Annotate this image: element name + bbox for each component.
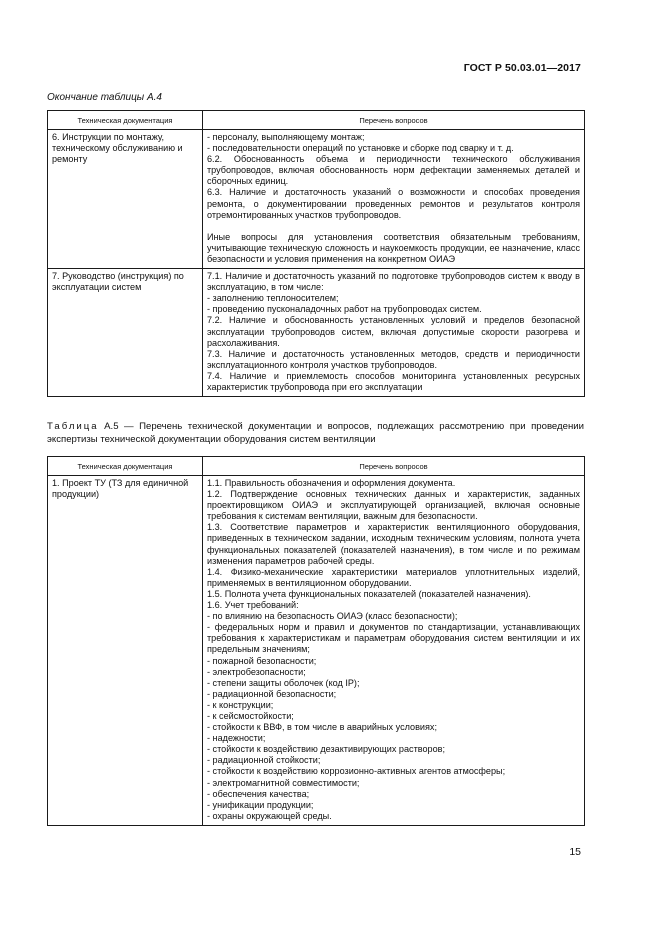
question-line: - степени защиты оболочек (код IP);	[207, 677, 360, 688]
question-line: 7.3. Наличие и достаточность установленных методов, средств и периодичности эксплуатационного контроля участков трубопроводов.	[207, 348, 580, 370]
table-row	[48, 476, 585, 826]
table-a5	[47, 456, 585, 826]
question-line: - персоналу, выполняющему монтаж;	[207, 132, 365, 142]
question-line: - унификации продукции;	[207, 799, 314, 810]
table-row	[48, 130, 585, 269]
doc-cell: 1. Проект ТУ (ТЗ для единичной продукции)	[48, 476, 203, 826]
doc-cell: 7. Руководство (инструкция) по эксплуатации систем	[48, 269, 203, 397]
question-line: 6.3. Наличие и достаточность указаний о возможности и способах проведения ремонта, о документировании проведенных ремонтов и результатов контроля отремонтированных участков трубопроводов.	[207, 187, 580, 220]
question-line: 1.2. Подтверждение основных технических данных и характеристик, заданных проектировщиком ОИАЭ и эксплуатирующей организацией, включая основные требования к системам вентиляции, важным для безопасности.	[207, 489, 580, 522]
question-line: - заполнению теплоносителем;	[207, 293, 339, 304]
question-line: - по влиянию на безопасность ОИАЭ (класс безопасности);	[207, 611, 458, 622]
table-a5-caption-text: А.5 — Перечень технической документации и вопросов, подлежащих рассмотрению при проведении экспертизы технической документации оборудования систем вентиляции	[47, 421, 585, 445]
question-line: - обеспечения качества;	[207, 788, 310, 799]
table-header-row	[48, 457, 585, 476]
table-a4-continuation-caption: Окончание таблицы А.4	[47, 92, 162, 103]
question-line: Иные вопросы для установления соответствия обязательным требованиям, учитывающие техническую сложность и наукоемкость продукции, ее назначение, класс безопасности и условия применения на конкретном ОИАЭ	[207, 231, 580, 264]
table-row	[48, 269, 585, 397]
question-line: - электробезопасности;	[207, 666, 306, 677]
question-line: 1.3. Соответствие параметров и характеристик вентиляционного оборудования, приведенных в техническом задании, исходным техническим условиям, полнота учета функциональных показателей (показателей назначения), в том числе и по режимам изменения параметров рабочей среды.	[207, 522, 580, 566]
question-line: - надежности;	[207, 733, 266, 744]
column-header-documentation: Техническая документация	[48, 457, 203, 476]
standard-code: ГОСТ Р 50.03.01—2017	[463, 62, 581, 74]
table-a5-caption	[47, 421, 584, 446]
question-line: - электромагнитной совместимости;	[207, 777, 360, 788]
question-line: - стойкости к воздействию коррозионно-активных агентов атмосферы;	[207, 766, 506, 777]
page-number: 15	[569, 846, 581, 858]
question-line: 7.1. Наличие и достаточность указаний по подготовке трубопроводов систем к вводу в эксплуатацию, в том числе:	[207, 271, 580, 293]
questions-cell	[203, 476, 585, 826]
question-line: 6.2. Обоснованность объема и периодичности технического обслуживания трубопроводов, включая обоснованность норм дефектации заменяемых деталей и сборочных единиц.	[207, 154, 580, 187]
column-header-questions: Перечень вопросов	[203, 111, 585, 130]
question-line: - стойкости к ВВФ, в том числе в аварийных условиях;	[207, 722, 437, 733]
questions-cell	[203, 269, 585, 397]
doc-cell: 6. Инструкции по монтажу, техническому обслуживанию и ремонту	[48, 130, 203, 269]
question-line: - федеральных норм и правил и документов по стандартизации, устанавливающих требования к характеристикам и параметрам оборудования систем вентиляции и их предельным значениям;	[207, 622, 580, 655]
question-line: - к сейсмостойкости;	[207, 710, 294, 721]
column-header-questions: Перечень вопросов	[203, 457, 585, 476]
question-line: - к конструкции;	[207, 699, 274, 710]
question-line: 1.1. Правильность обозначения и оформления документа.	[207, 478, 456, 488]
question-line: 1.4. Физико-механические характеристики материалов уплотнительных изделий, применяемых в вентиляционном оборудовании.	[207, 566, 580, 588]
question-line: - стойкости к воздействию дезактивирующих растворов;	[207, 744, 445, 755]
question-line: - пожарной безопасности;	[207, 655, 317, 666]
table-a4	[47, 110, 585, 397]
questions-cell	[203, 130, 585, 269]
table-header-row	[48, 111, 585, 130]
question-line: 7.4. Наличие и приемлемость способов мониторинга установленных ресурсных характеристик трубопровода при его эксплуатации	[207, 370, 580, 392]
question-line: - радиационной безопасности;	[207, 688, 337, 699]
question-line: - охраны окружающей среды.	[207, 810, 332, 821]
question-line: - последовательности операций по установке и сборке под сварку и т. д.	[207, 143, 514, 154]
table-a5-caption-label: Таблица	[47, 421, 99, 432]
question-line: 7.2. Наличие и обоснованность установленных условий и пределов безопасной эксплуатации трубопроводов систем, включая допустимые скорости разогрева и расхолаживания.	[207, 315, 580, 348]
question-line: 1.6. Учет требований:	[207, 600, 299, 611]
question-line: 1.5. Полнота учета функциональных показателей (показателей назначения).	[207, 588, 531, 599]
paragraph-gap	[207, 221, 580, 232]
column-header-documentation: Техническая документация	[48, 111, 203, 130]
question-line: - радиационной стойкости;	[207, 755, 321, 766]
question-line: - проведению пусконаладочных работ на трубопроводах систем.	[207, 304, 482, 315]
